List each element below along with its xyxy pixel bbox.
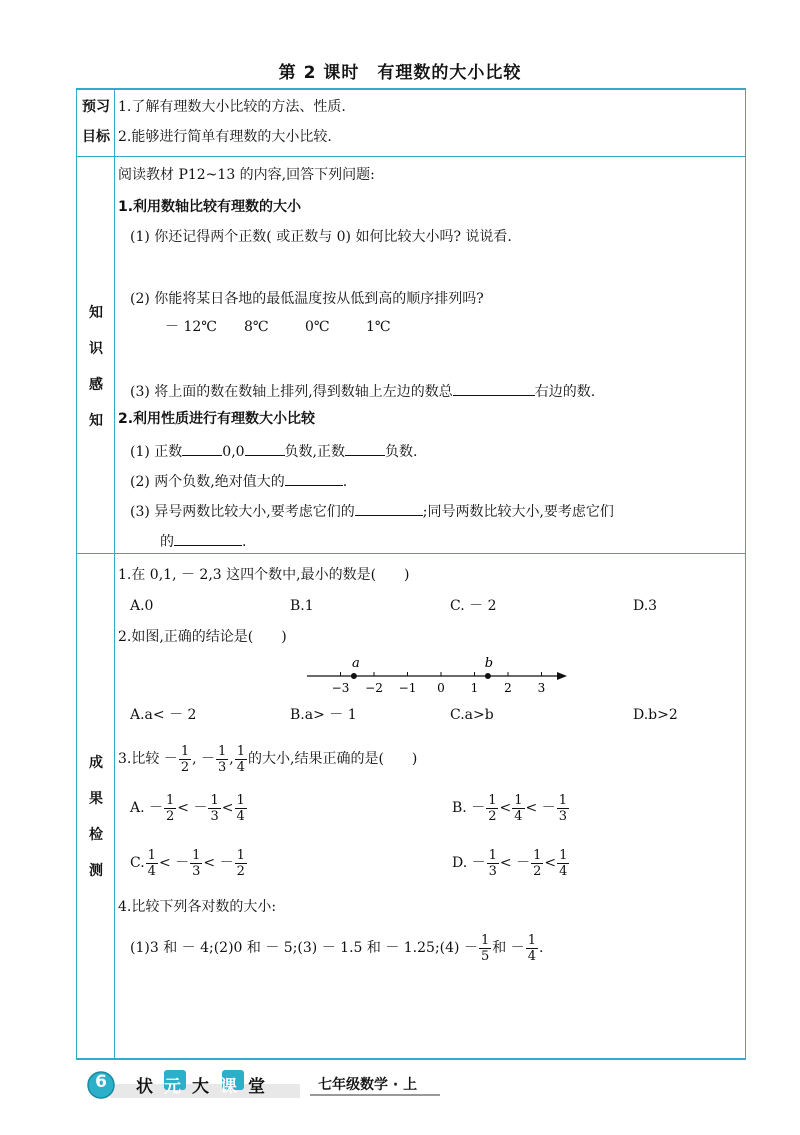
preview-label: 预习 目标 [82,99,110,145]
answer-blank[interactable] [174,531,242,546]
question-text: (3) 异号两数比较大小,要考虑它们的 ;同号两数比较大小,要考虑它们 [130,501,614,521]
label-column-divider [114,88,115,1060]
preview-item: 2.能够进行简单有理数的大小比较. [118,129,332,145]
test-label: 成 果 检 测 [89,755,103,879]
point-a-label: a [352,656,360,671]
temperature-value: 0℃ [305,319,330,335]
option-b: B.a> － 1 [290,707,357,723]
answer-blank[interactable] [453,381,535,396]
fraction: $\frac{1}{4}$ [236,743,246,775]
point-b-label: b [484,656,494,671]
fraction: $\frac{1}{2}$ [180,743,190,775]
option-d: D.3 [633,598,658,614]
option-c: C.a>b [450,707,494,723]
brand-name: 状元大课堂 [136,1077,276,1097]
temperature-value: 8℃ [244,319,269,335]
question-text: (1) 你还记得两个正数( 或正数与 0) 如何比较大小吗? 说说看. [130,229,512,245]
row-divider [76,156,746,157]
table-right-border [745,88,746,1060]
row-divider [76,553,746,554]
tick-label: 1 [470,681,479,694]
tick-label: 3 [537,681,546,694]
temperature-value: 1℃ [366,319,391,335]
question-text: (2) 两个负数,绝对值大的 . [130,471,347,491]
question-text: (1) 正数 0,0 负数,正数 负数. [130,441,417,461]
page-footer [80,1068,440,1102]
tick-label: −1 [398,681,417,694]
fraction: $\frac{1}{3}$ [218,743,227,775]
section-heading: 2.利用性质进行有理数大小比较 [118,411,316,427]
preview-item: 1.了解有理数大小比较的方法、性质. [118,99,346,115]
knowledge-label: 知 识 感 知 [89,305,103,429]
table-left-border [76,88,77,1060]
option-c: C. － 2 [450,598,497,614]
tick-label: −3 [331,681,350,694]
point-a [351,673,357,679]
arrow-head-icon [557,672,567,680]
number-line [305,652,570,694]
question-text: (2) 你能将某日各地的最低温度按从低到高的顺序排列吗? [130,291,484,307]
tick-label: −2 [365,681,383,694]
page-title: 第 2 课时 有理数的大小比较 [278,63,522,83]
option-d: D. － $\frac{1}{3}$ < － $\frac{1}{2}$ < $\frac{1}{4}$ [452,847,568,879]
question-text: 的 . [160,531,246,551]
point-b [485,673,491,679]
question-text: 2.如图,正确的结论是( ) [118,629,287,645]
option-a: A. － $\frac{1}{2}$ < － $\frac{1}{3}$ < $\frac{1}{4}$ [130,792,245,824]
option-c: C. $\frac{1}{4}$ < － $\frac{1}{3}$ < － $\frac{1}{2}$ [130,847,245,879]
footer-underline [310,1094,440,1096]
question-text: 4.比较下列各对数的大小: [118,899,277,915]
answer-blank[interactable] [345,441,385,456]
option-a: A.a< － 2 [130,707,197,723]
tick-group [332,672,546,694]
table-bottom-border [76,1058,746,1060]
question-text: 3.比较 － $\frac{1}{2}$ , － $\frac{1}{3}$ , $\frac{1}{4}$ 的大小,结果正确的是( ) [118,743,418,775]
tick-label: 2 [504,681,512,694]
question-text: (1)3 和 － 4;(2)0 和 － 5;(3) － 1.5 和 － 1.25;(4) － $\frac{1}{5}$ 和 － $\frac{1}{4}$ . [130,932,544,964]
table-top-border [76,88,746,90]
question-text: (3) 将上面的数在数轴上排列,得到数轴上左边的数总 右边的数. [130,381,595,401]
answer-blank[interactable] [182,441,222,456]
option-a: A.0 [130,598,154,614]
subject-label: 七年级数学 · 上 [318,1077,418,1093]
option-d: D.b>2 [633,707,678,723]
option-b: B. － $\frac{1}{2}$ < $\frac{1}{4}$ < － $\frac{1}{3}$ [452,792,567,824]
reading-instruction: 阅读教材 P12~13 的内容,回答下列问题: [118,167,375,183]
section-heading: 1.利用数轴比较有理数的大小 [118,199,302,215]
page-number: 6 [95,1072,107,1092]
temperature-value: － 12℃ [165,319,217,335]
option-b: B.1 [290,598,314,614]
answer-blank[interactable] [355,501,423,516]
answer-blank[interactable] [245,441,285,456]
tick-label: 0 [437,681,445,694]
question-text: 1.在 0,1, － 2,3 这四个数中,最小的数是( ) [118,567,410,583]
answer-blank[interactable] [285,471,343,486]
